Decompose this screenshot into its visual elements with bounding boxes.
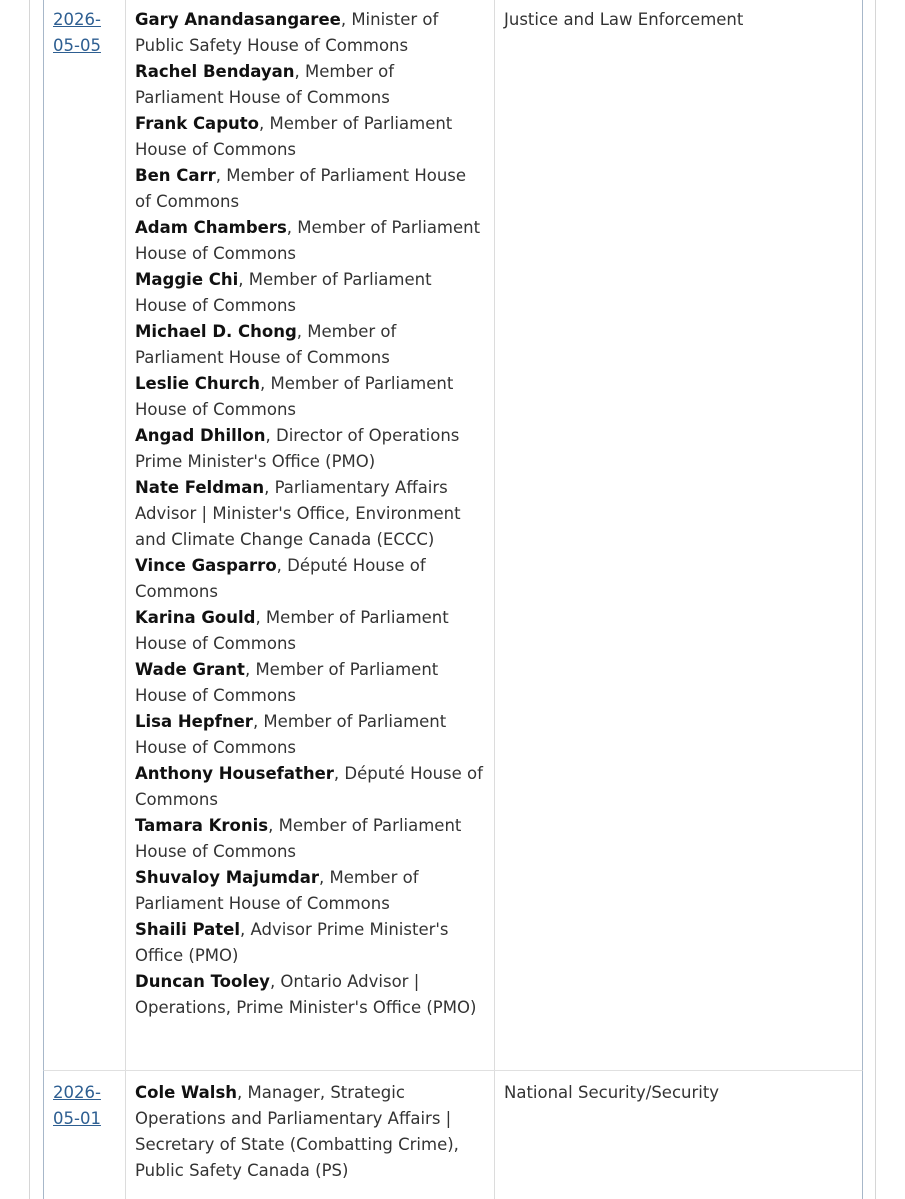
official-entry [135,475,485,553]
subject-matter: Justice and Law Enforcement [504,10,744,29]
official-title: , Parliamentary Affairs Advisor | Minister's Office, Environment and Climate Change Canada (ECCC) [135,478,461,549]
official-entry [135,865,485,917]
official-name: Maggie Chi [135,270,239,289]
official-entry [135,761,485,813]
official-name: Vince Gasparro [135,556,277,575]
official-title: , Member of Parliament House of Commons [135,712,447,757]
official-title: , Member of Parliament House of Commons [135,868,419,913]
official-name: Michael D. Chong [135,322,297,341]
official-name: Wade Grant [135,660,245,679]
official-entry [135,917,485,969]
official-name: Karina Gould [135,608,256,627]
official-entry [135,163,485,215]
date-link[interactable]: 2026-05-01 [53,1083,101,1128]
official-title: , Minister of Public Safety House of Commons [135,10,439,55]
date-cell [44,0,126,1070]
official-title: , Member of Parliament House of Commons [135,218,481,263]
table-row [43,0,863,1071]
official-entry [135,1080,485,1184]
official-entry [135,215,485,267]
official-title: , Member of Parliament House of Commons [135,608,449,653]
subject-matter: National Security/Security [504,1083,720,1102]
official-entry [135,319,485,371]
official-name: Shaili Patel [135,920,240,939]
official-title: , Member of Parliament House of Commons [135,166,467,211]
official-name: Angad Dhillon [135,426,266,445]
official-entry [135,813,485,865]
official-name: Lisa Hepfner [135,712,253,731]
official-name: Gary Anandasangaree [135,10,341,29]
official-title: , Advisor Prime Minister's Office (PMO) [135,920,449,965]
table-row [43,1071,863,1199]
official-entry [135,267,485,319]
official-name: Frank Caputo [135,114,259,133]
official-title: , Member of Parliament House of Commons [135,62,395,107]
official-name: Tamara Kronis [135,816,269,835]
official-title: , Member of Parliament House of Commons [135,660,439,705]
subject-cell [495,0,862,1070]
official-entry [135,657,485,709]
official-entry [135,969,485,1021]
official-title: , Member of Parliament House of Commons [135,270,432,315]
official-entry [135,59,485,111]
official-name: Leslie Church [135,374,261,393]
official-entry [135,371,485,423]
official-title: , Manager, Strategic Operations and Parliamentary Affairs | Secretary of State (Combatting Crime), Public Safety Canada (PS) [135,1083,459,1180]
official-title: , Ontario Advisor | Operations, Prime Minister's Office (PMO) [135,972,477,1017]
official-title: , Member of Parliament House of Commons [135,114,453,159]
official-name: Rachel Bendayan [135,62,295,81]
official-name: Duncan Tooley [135,972,270,991]
official-name: Shuvaloy Majumdar [135,868,319,887]
official-title: , Député House of Commons [135,556,426,601]
official-title: , Member of Parliament House of Commons [135,816,462,861]
official-entry [135,605,485,657]
officials-cell [126,0,495,1070]
official-entry [135,709,485,761]
official-entry [135,423,485,475]
official-name: Ben Carr [135,166,216,185]
official-name: Adam Chambers [135,218,287,237]
date-link[interactable]: 2026-05-05 [53,10,101,55]
official-entry [135,7,485,59]
officials-cell [126,1071,495,1199]
date-cell [44,1071,126,1199]
official-name: Cole Walsh [135,1083,238,1102]
official-name: Nate Feldman [135,478,265,497]
official-entry [135,553,485,605]
official-title: , Député House of Commons [135,764,483,809]
official-title: , Member of Parliament House of Commons [135,374,454,419]
official-title: , Member of Parliament House of Commons [135,322,397,367]
communication-records-table [43,0,863,1199]
official-entry [135,111,485,163]
subject-cell [495,1071,862,1199]
official-title: , Director of Operations Prime Minister's Office (PMO) [135,426,460,471]
official-name: Anthony Housefather [135,764,334,783]
